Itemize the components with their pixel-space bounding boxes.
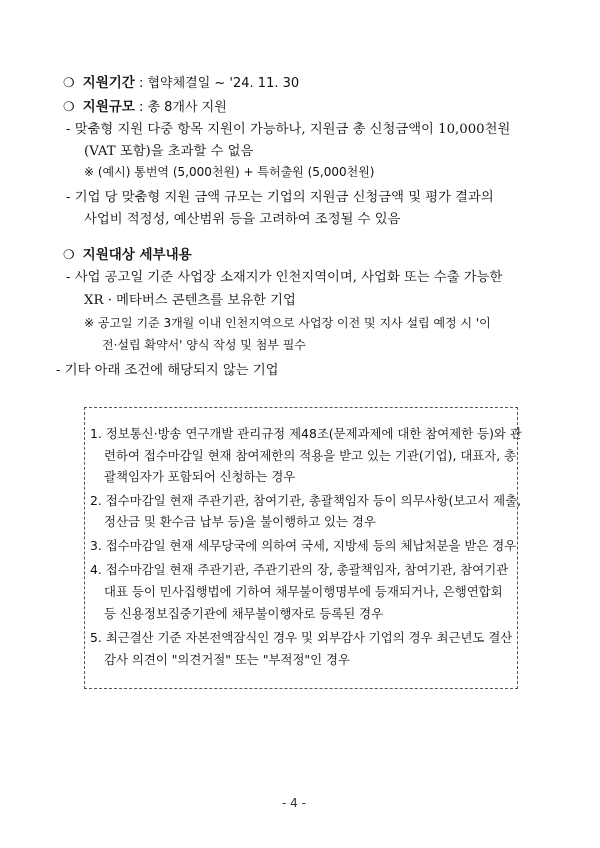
target-label: 지원대상 세부내용 — [82, 247, 192, 263]
page-number: - 4 - — [282, 796, 306, 810]
box-line-4: 2. 접수마감일 현재 주관기관, 참여기관, 총괄책임자 등이 의무사항(보고서 제출, — [90, 493, 522, 508]
target-line-1: - 사업 공고일 기준 사업장 소재지가 인천지역이며, 사업화 또는 수출 가능한 — [66, 270, 503, 285]
period-label: 지원기간 — [82, 75, 135, 91]
section-scale — [63, 95, 227, 115]
target-note-2: 전·설립 확약서' 양식 작성 및 첨부 필수 — [102, 338, 306, 352]
circle-bullet-icon: ❍ — [63, 248, 75, 263]
scale-note: ※ (예시) 통번역 (5,000천원) + 특허출원 (5,000천원) — [84, 165, 375, 179]
target-line-2: XR · 메타버스 콘텐츠를 보유한 기업 — [84, 293, 296, 308]
scale-line-1: - 맞춤형 지원 다중 항목 지원이 가능하나, 지원금 총 신청금액이 10,000천원 — [66, 122, 511, 137]
section-target — [63, 243, 192, 263]
section-period — [63, 71, 299, 91]
box-line-9: 등 신용정보집중기관에 채무불이행자로 등록된 경우 — [104, 606, 384, 621]
box-line-7: 4. 접수마감일 현재 주관기관, 주관기관의 장, 총괄책임자, 참여기관, 참여기관 — [90, 562, 509, 577]
box-line-5: 정산금 및 환수금 납부 등)을 불이행하고 있는 경우 — [104, 514, 376, 529]
box-line-11: 감사 의견이 "의견거절" 또는 "부적정"인 경우 — [104, 652, 350, 667]
target-line-3: - 기타 아래 조건에 해당되지 않는 기업 — [56, 363, 279, 378]
scale-value: : 총 8개사 지원 — [134, 100, 227, 115]
scale-line-2: (VAT 포함)을 초과할 수 없음 — [84, 144, 254, 159]
box-line-8: 대표 등이 민사집행법에 기하여 채무불이행명부에 등재되거나, 은행연합회 — [104, 584, 503, 599]
circle-bullet-icon: ❍ — [63, 76, 75, 91]
box-line-6: 3. 접수마감일 현재 세무당국에 의하여 국세, 지방세 등의 체납처분을 받은 경우 — [90, 538, 517, 553]
box-line-2: 련하여 접수마감일 현재 참여제한의 적용을 받고 있는 기관(기업), 대표자, 총 — [104, 448, 517, 463]
target-note-1: ※ 공고일 기준 3개월 이내 인천지역으로 사업장 이전 및 지사 설립 예정 시 '이 — [84, 316, 491, 330]
box-line-10: 5. 최근결산 기준 자본전액잠식인 경우 및 외부감사 기업의 경우 최근년도 결산 — [90, 630, 513, 645]
box-line-3: 괄책임자가 포함되어 신청하는 경우 — [104, 469, 296, 484]
scale-line-3: - 기업 당 맞춤형 지원 금액 규모는 기업의 지원금 신청금액 및 평가 결과의 — [66, 190, 494, 205]
scale-label: 지원규모 — [82, 99, 135, 115]
scale-line-4: 사업비 적정성, 예산범위 등을 고려하여 조정될 수 있음 — [84, 212, 401, 227]
period-value: : 협약체결일 ~ '24. 11. 30 — [134, 76, 300, 91]
box-line-1: 1. 정보통신·방송 연구개발 관리규정 제48조(문제과제에 대한 참여제한 등)와 관 — [90, 426, 522, 441]
circle-bullet-icon: ❍ — [63, 100, 75, 115]
